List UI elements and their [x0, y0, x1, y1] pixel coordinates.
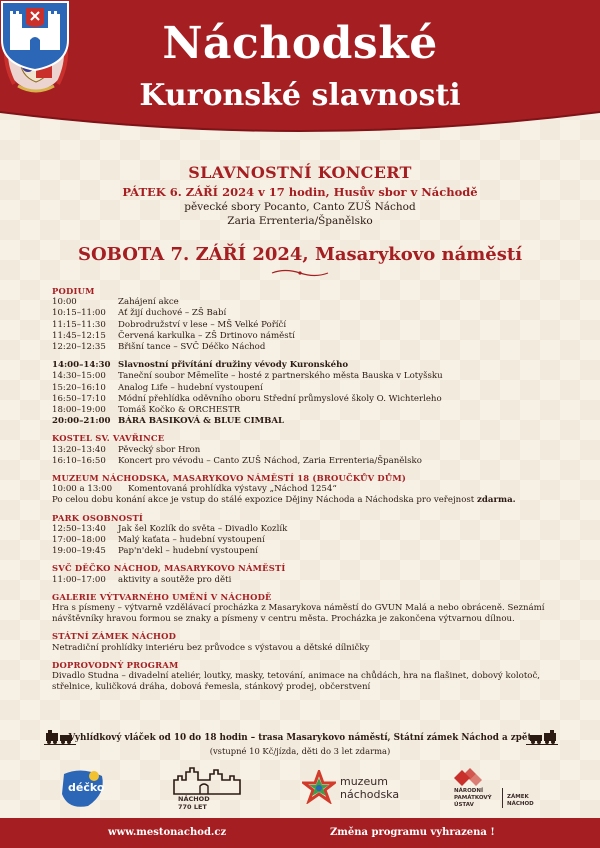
program-row: 13:20–13:40 Pěvecký sbor Hron — [52, 444, 201, 455]
program-list — [52, 280, 572, 694]
footer-bar — [0, 818, 600, 848]
program-row: 11:15–11:30 Dobrodružství v lese – MŠ Velké Poříčí — [52, 319, 287, 330]
program-row: 12:50–13:40 Jak šel Kozlík do světa – Divadlo Kozlík — [52, 523, 288, 534]
section-park — [52, 513, 572, 558]
section-doprovodny — [52, 660, 572, 694]
section-title: DOPROVODNÝ PROGRAM — [52, 659, 179, 670]
train-price: (vstupné 10 Kč/jízda, děti do 3 let zdarma) — [209, 746, 391, 756]
program-row: 11:00–17:00 aktivity a soutěže pro děti — [52, 574, 232, 585]
sponsor-logos — [0, 764, 600, 814]
section-galerie — [52, 592, 572, 626]
flourish-ornament-icon — [270, 268, 330, 278]
galerie-text: Hra s písmeny – výtvarně vzdělávací procházka z Masarykova náměstí do GVUN Malá a nebo obráceně. Seznámí návštěvníky hravou formou se znaky a písmeny v centru města. Procházka je zakončena výtvarnou dílnou. — [52, 603, 545, 625]
program-row: 12:20–12:35 Břišní tance – SVČ Déčko Náchod — [52, 342, 266, 353]
section-title: PARK OSOBNOSTÍ — [52, 512, 144, 523]
section-title: MUZEUM NÁCHODSKA, MASARYKOVO NÁMĚSTÍ 18 (BROUČKŮV DŮM) — [52, 473, 406, 484]
program-row: 16:50–17:10 Módní přehlídka oděvního oboru Střední průmyslové školy O. Wichterleho — [52, 393, 442, 404]
saturday-title: SOBOTA 7. ZÁŘÍ 2024, Masarykovo náměstí — [77, 244, 523, 265]
train-info: Vyhlídkový vláček od 10 do 18 hodin – trasa Masarykovo náměstí, Státní zámek Náchod a zpět — [68, 733, 532, 743]
section-title: PODIUM — [52, 286, 95, 296]
main-title-line2: Kuronské slavnosti — [139, 78, 461, 113]
nachod-770-logo: NÁCHOD 770 LET — [170, 766, 244, 812]
section-podium — [52, 286, 572, 427]
muzeum-star-icon — [302, 770, 336, 804]
doprovodny-text: Divadlo Studna – divadelní ateliér, loutky, masky, tetování, animace na chůdách, hra na flašinet, dobový kolotoč, střelnice, kuličková dráha, dobová řemesla, stánkový prodej, občerstvení — [52, 671, 540, 693]
muzeum-nachodska-logo: muzeum náchodska — [302, 770, 412, 810]
concert-date: PÁTEK 6. ZÁŘÍ 2024 v 17 hodin, Husův sbor v Náchodě — [122, 185, 478, 199]
program-row: 10:15–11:00 Ať žijí duchové – ZŠ Babí — [52, 308, 227, 319]
castle-icon — [170, 766, 244, 796]
website-link[interactable]: www.mestonachod.cz — [108, 827, 227, 838]
section-svc — [52, 563, 572, 585]
program-row: 15:20–16:10 Analog Life – hudební vystoupení — [52, 382, 263, 393]
program-row: 10:00 a 13:00 Komentovaná prohlídka výstavy „Náchod 1254“ — [52, 484, 337, 495]
program-row: 14:00–14:30 Slavnostní přivítání družiny vévody Kuronského — [52, 360, 349, 371]
program-row: 19:00–19:45 Pap'n'dekl – hudební vystoupení — [52, 546, 258, 557]
program-row: 11:45–12:15 Červená karkulka – ZŠ Drtinovo náměstí — [52, 330, 295, 341]
section-title: STÁTNÍ ZÁMEK NÁCHOD — [52, 631, 177, 642]
main-title-line1: Náchodské — [162, 18, 438, 69]
program-change-note: Změna programu vyhrazena ! — [330, 827, 495, 838]
header-banner — [0, 0, 600, 140]
zamek-text: Netradiční prohlídky interiéru bez průvodce s výstavou a dětské dílničky — [52, 642, 370, 653]
section-zamek — [52, 631, 572, 653]
decko-logo: déčko — [58, 766, 108, 810]
section-title: SVČ DĚČKO NÁCHOD, MASARYKOVO NÁMĚSTÍ — [52, 563, 286, 574]
section-title: GALERIE VÝTVARNÉHO UMĚNÍ V NÁCHODĚ — [52, 591, 272, 602]
npu-emblem-icon — [452, 766, 482, 788]
concert-block — [0, 163, 600, 227]
section-title: KOSTEL SV. VAVŘINCE — [52, 433, 165, 444]
concert-performers: pěvecké sbory Pocanto, Canto ZUŠ Náchod — [184, 201, 416, 213]
concert-performers-guest: Zaria Errenteria/Španělsko — [227, 215, 373, 227]
section-muzeum — [52, 473, 572, 507]
muzeum-note: Po celou dobu konání akce je vstup do stálé expozice Dějiny Náchoda a Náchodska pro veřejnost zdarma. — [52, 495, 516, 506]
program-row: 18:00–19:00 Tomáš Kočko & ORCHESTR — [52, 405, 241, 416]
concert-title: SLAVNOSTNÍ KONCERT — [188, 163, 412, 182]
npu-logo: NÁRODNÍ PAMÁTKOVÝ ÚSTAV ZÁMEK NÁCHOD — [452, 766, 562, 812]
program-row: 14:30–15:00 Taneční soubor Mēmelīte – hosté z partnerského města Bauska v Lotyšsku — [52, 371, 443, 382]
program-row: 16:10–16:50 Koncert pro vévodu – Canto ZUŠ Náchod, Zaria Errenteria/Španělsko — [52, 455, 422, 466]
program-row: 10:00 Zahájení akce — [52, 297, 179, 308]
program-row-headliner: 20:00–21:00 BÁRA BASIKOVÁ & BLUE CIMBAL — [52, 416, 285, 427]
section-kostel — [52, 433, 572, 467]
program-row: 17:00–18:00 Malý kaťata – hudební vystoupení — [52, 535, 265, 546]
npu-divider — [502, 788, 503, 808]
